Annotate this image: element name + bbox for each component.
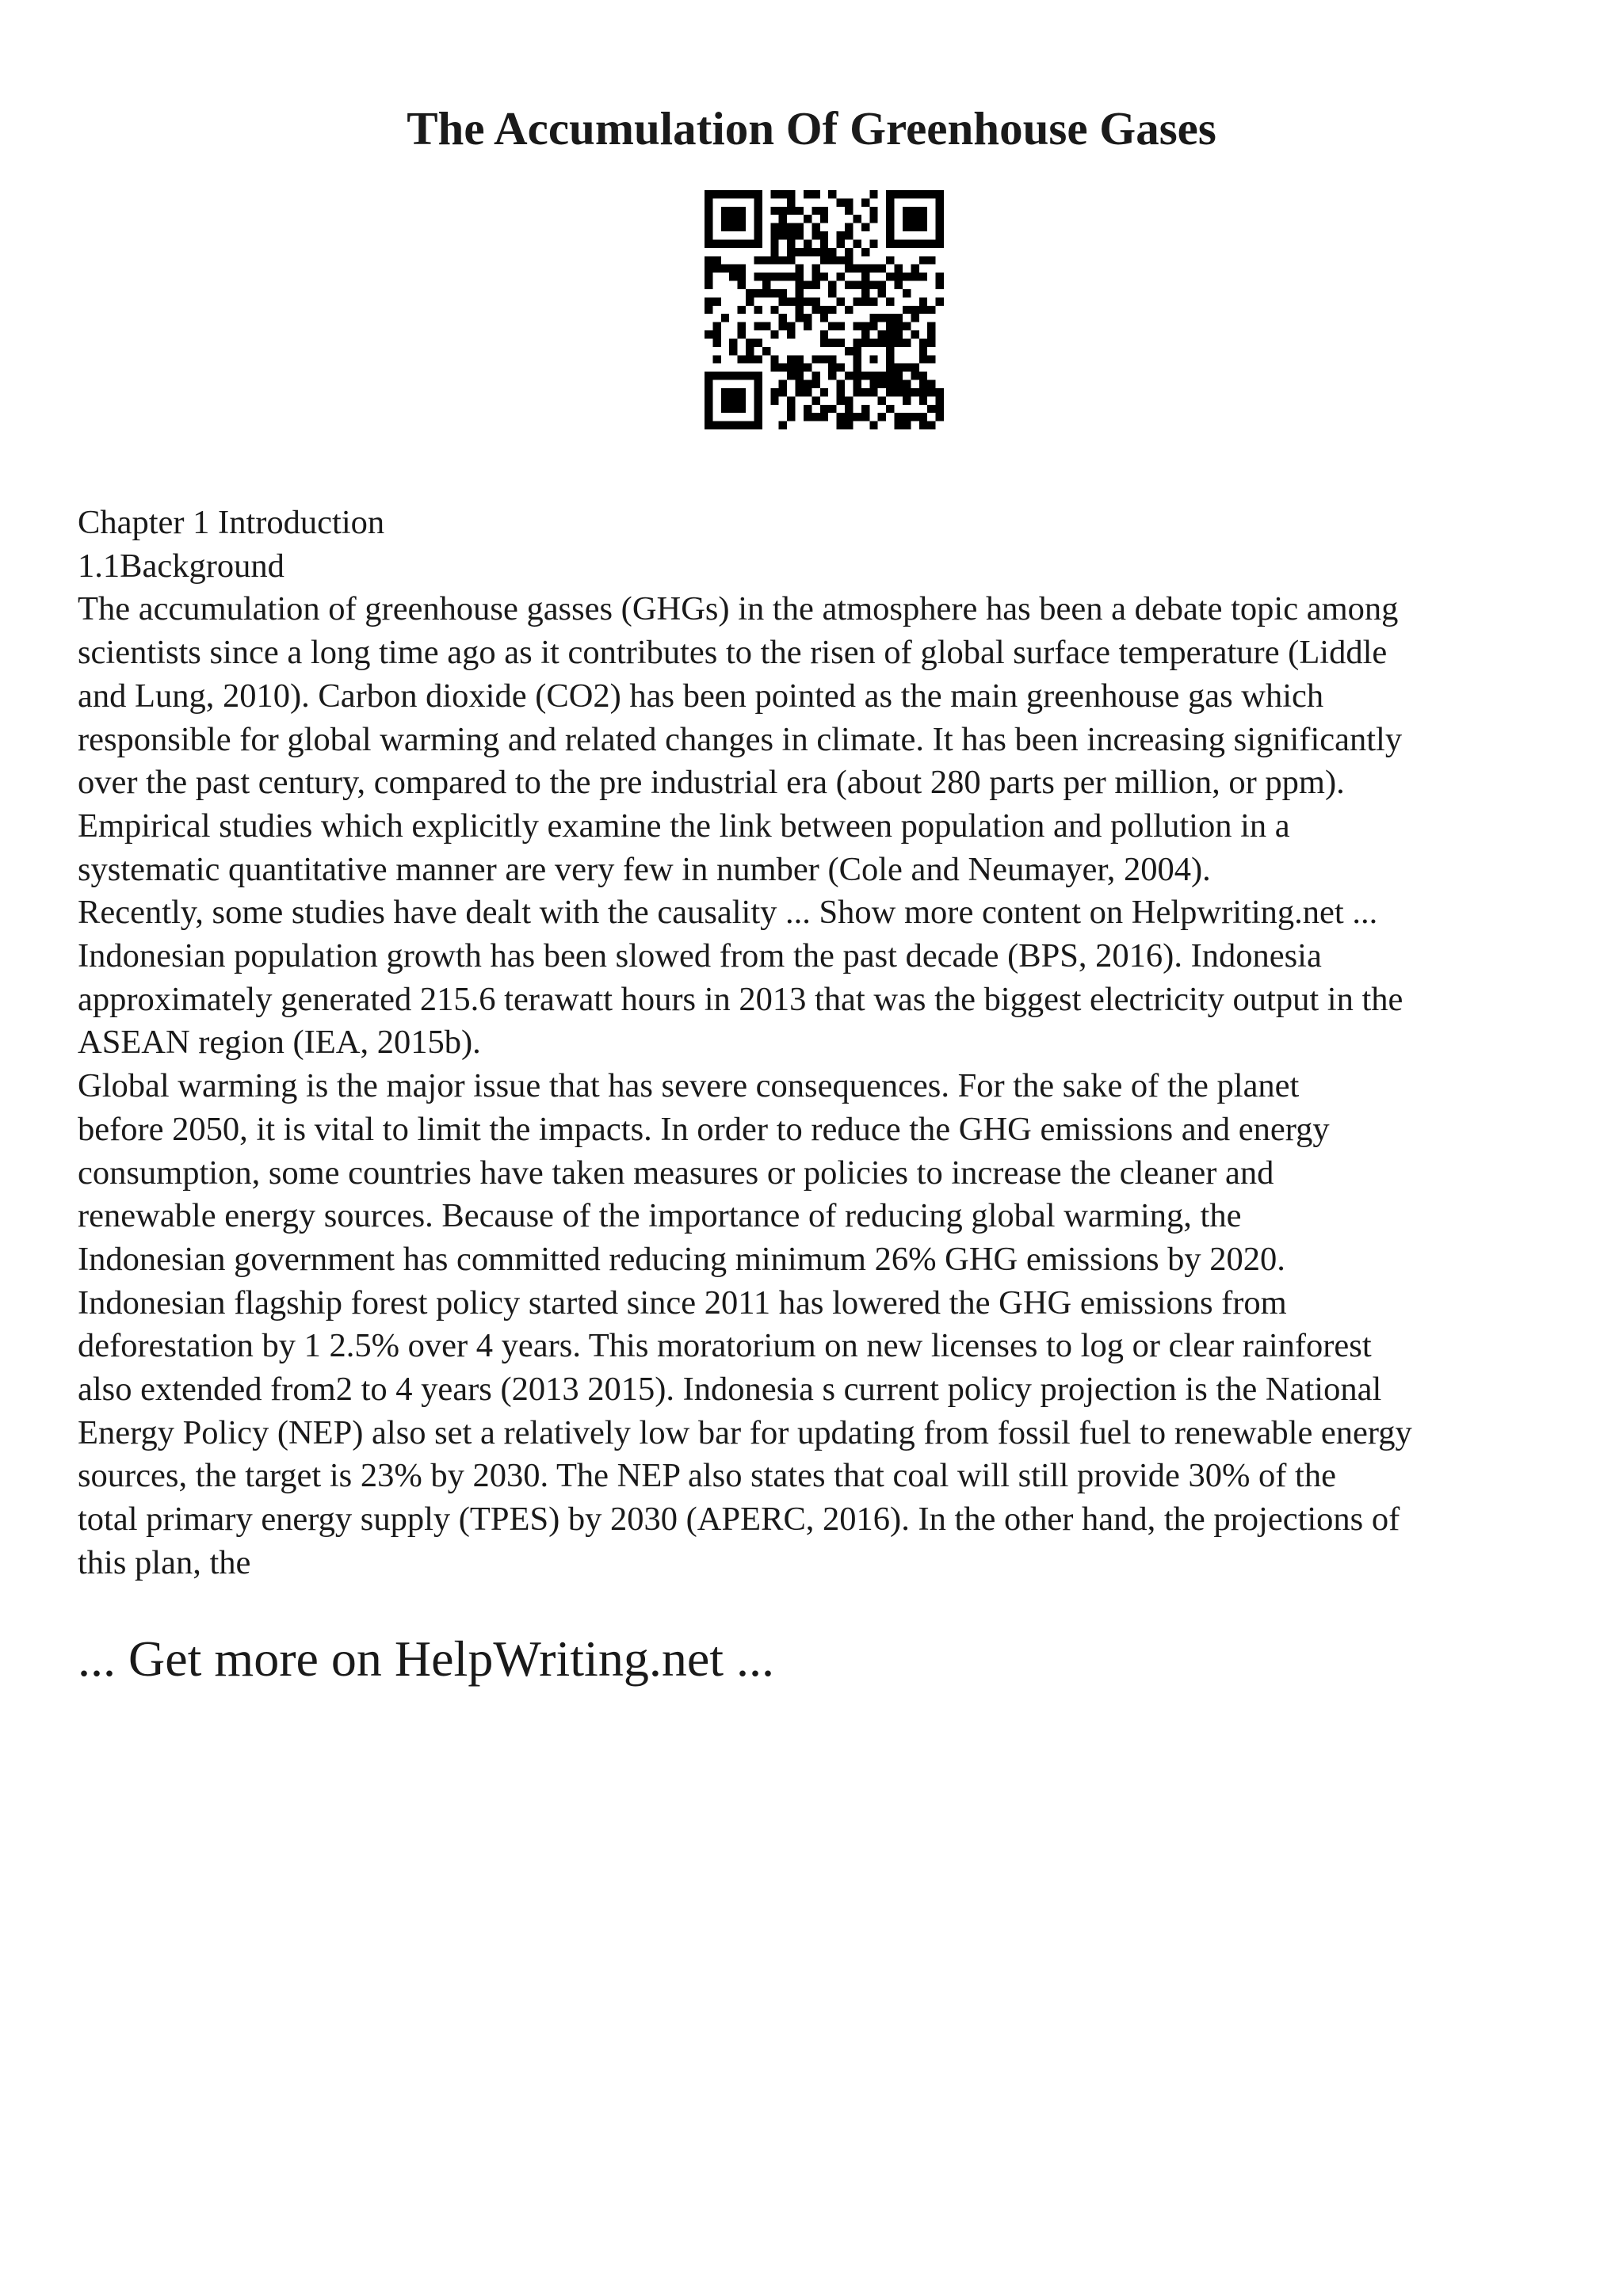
text-line: The accumulation of greenhouse gasses (GHGs) in the atmosphere has been a debate topic among (78, 590, 1399, 628)
document-body (78, 502, 1568, 1585)
text-line: sources, the target is 23% by 2030. The NEP also states that coal will still provide 30% of the (78, 1457, 1336, 1495)
text-line: ASEAN region (IEA, 2015b). (78, 1024, 481, 1062)
text-line: over the past century, compared to the pre industrial era (about 280 parts per million, or ppm). (78, 764, 1345, 802)
text-line: and Lung, 2010). Carbon dioxide (CO2) has been pointed as the main greenhouse gas which (78, 677, 1324, 715)
text-line: before 2050, it is vital to limit the impacts. In order to reduce the GHG emissions and energy (78, 1110, 1330, 1148)
text-line: scientists since a long time ago as it contributes to the risen of global surface temperature (Liddle (78, 634, 1388, 672)
text-line: Energy Policy (NEP) also set a relatively low bar for updating from fossil fuel to renewable energy (78, 1413, 1412, 1451)
text-line: consumption, some countries have taken measures or policies to increase the cleaner and (78, 1154, 1274, 1192)
text-line: renewable energy sources. Because of the importance of reducing global warming, the (78, 1197, 1242, 1235)
text-line: Empirical studies which explicitly examine the link between population and pollution in a (78, 807, 1290, 845)
text-line: Chapter 1 Introduction (78, 504, 385, 541)
qr-code-icon[interactable] (705, 190, 944, 429)
text-line: 1.1Background (78, 547, 285, 585)
text-line: Indonesian government has committed reducing minimum 26% GHG emissions by 2020. (78, 1240, 1285, 1278)
text-line: total primary energy supply (TPES) by 2030 (APERC, 2016). In the other hand, the projections of (78, 1501, 1400, 1539)
text-line: responsible for global warming and related changes in climate. It has been increasing significantly (78, 720, 1403, 758)
text-line: approximately generated 215.6 terawatt hours in 2013 that was the biggest electricity output in the (78, 980, 1403, 1018)
document-title: The Accumulation Of Greenhouse Gases (407, 102, 1216, 154)
text-line: Indonesian flagship forest policy started since 2011 has lowered the GHG emissions from (78, 1283, 1287, 1322)
text-line: this plan, the (78, 1543, 251, 1581)
text-line: systematic quantitative manner are very few in number (Cole and Neumayer, 2004). (78, 850, 1211, 888)
get-more-link[interactable]: ... Get more on HelpWriting.net ... (78, 1630, 774, 1687)
text-line: Global warming is the major issue that has severe consequences. For the sake of the planet (78, 1067, 1300, 1105)
text-line: Recently, some studies have dealt with the causality ... Show more content on Helpwriting.net ... (78, 894, 1378, 932)
text-line: Indonesian population growth has been slowed from the past decade (BPS, 2016). Indonesia (78, 937, 1322, 975)
text-line: also extended from2 to 4 years (2013 2015). Indonesia s current policy projection is the National (78, 1371, 1382, 1409)
text-line: deforestation by 1 2.5% over 4 years. This moratorium on new licenses to log or clear rainforest (78, 1327, 1372, 1365)
